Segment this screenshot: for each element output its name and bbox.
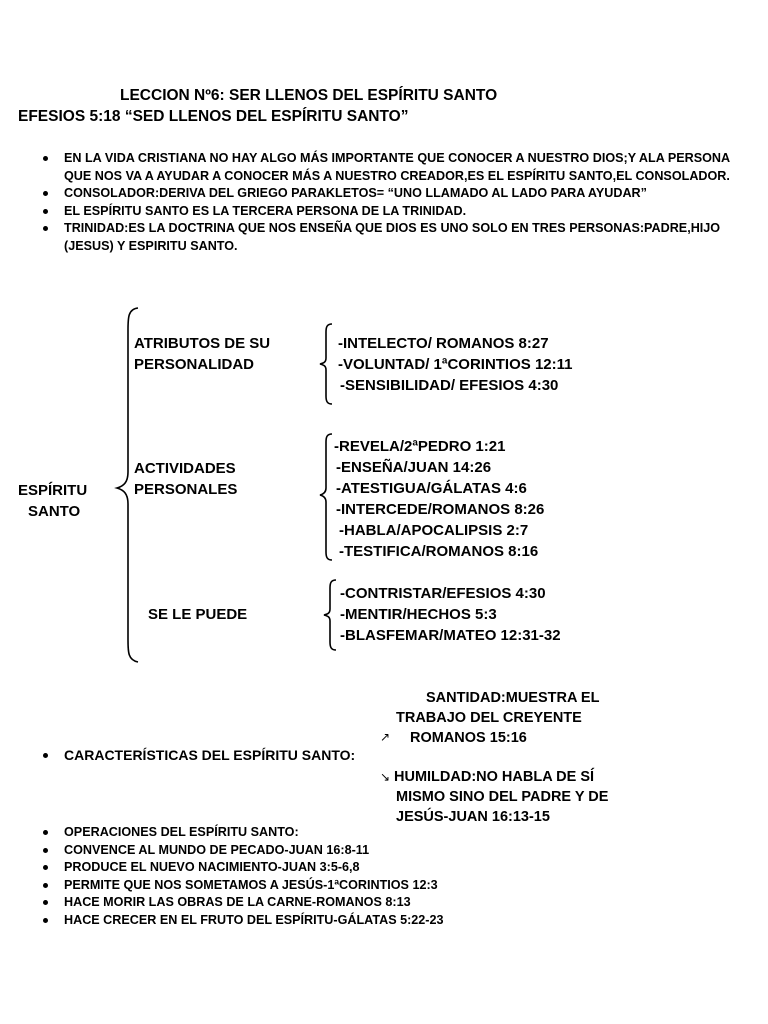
- humildad-line: HUMILDAD:NO HABLA DE SÍ: [394, 769, 595, 785]
- intro-bullet: CONSOLADOR:DERIVA DEL GRIEGO PARAKLETOS= “UNO LLAMADO AL LADO PARA AYUDAR”: [40, 185, 740, 203]
- operations-bullet: PRODUCE EL NUEVO NACIMIENTO-JUAN 3:5-6,8: [40, 859, 740, 877]
- santidad-line: TRABAJO DEL CREYENTE: [396, 710, 582, 726]
- group-label-line: SE LE PUEDE: [148, 606, 248, 623]
- group-item: -MENTIR/HECHOS 5:3: [340, 606, 497, 623]
- operations-bullet: HACE CRECER EN EL FRUTO DEL ESPÍRITU-GÁLATAS 5:22-23: [40, 912, 740, 930]
- group-item: -INTERCEDE/ROMANOS 8:26: [336, 501, 545, 518]
- group-item: -VOLUNTAD/ 1ªCORINTIOS 12:11: [338, 356, 573, 373]
- intro-bullet: EN LA VIDA CRISTIANA NO HAY ALGO MÁS IMPORTANTE QUE CONOCER A NUESTRO DIOS;Y ALA PERSONA QUE NOS VA A AYUDAR A CONOCER MÁS A NUESTRO CREADOR,ES EL ESPÍRITU SANTO,EL CONSOLADOR.: [40, 150, 740, 185]
- operations-bullet: PERMITE QUE NOS SOMETAMOS A JESÚS-1ªCORINTIOS 12:3: [40, 877, 740, 895]
- santidad-block: [396, 688, 599, 748]
- operations-bullet: CONVENCE AL MUNDO DE PECADO-JUAN 16:8-11: [40, 842, 740, 860]
- map-root: [18, 480, 87, 522]
- operations-bullet: HACE MORIR LAS OBRAS DE LA CARNE-ROMANOS 8:13: [40, 894, 740, 912]
- group-label-line: PERSONALES: [134, 481, 238, 498]
- group-label-line: PERSONALIDAD: [134, 356, 255, 373]
- operations-bullet: OPERACIONES DEL ESPÍRITU SANTO:: [40, 824, 740, 842]
- intro-bullet: EL ESPÍRITU SANTO ES LA TERCERA PERSONA DE LA TRINIDAD.: [40, 203, 740, 221]
- intro-bullet-list: [40, 150, 740, 255]
- santidad-line: ROMANOS 15:16: [410, 730, 527, 746]
- group-label-line: ACTIVIDADES: [134, 460, 236, 477]
- characteristics-bullet-list: [40, 747, 740, 765]
- arrow-up-right-icon: ↗: [380, 730, 391, 744]
- group-label: [148, 604, 247, 625]
- group-brace: [318, 322, 334, 406]
- map-root-line: SANTO: [28, 503, 81, 520]
- characteristics-label: CARACTERÍSTICAS DEL ESPÍRITU SANTO:: [40, 747, 740, 765]
- group-item: -TESTIFICA/ROMANOS 8:16: [339, 543, 539, 560]
- group-item: -REVELA/2ªPEDRO 1:21: [334, 438, 506, 455]
- group-label-line: ATRIBUTOS DE SU: [134, 335, 271, 352]
- group-brace: [318, 432, 334, 562]
- page-title: LECCION Nº6: SER LLENOS DEL ESPÍRITU SANTO: [120, 87, 498, 104]
- key-verse: EFESIOS 5:18 “SED LLENOS DEL ESPÍRITU SANTO”: [18, 108, 409, 125]
- group-label: [134, 333, 270, 375]
- group-item: -CONTRISTAR/EFESIOS 4:30: [340, 585, 546, 602]
- group-items: [334, 436, 544, 562]
- humildad-line: MISMO SINO DEL PADRE Y DE: [396, 789, 609, 805]
- group-item: -BLASFEMAR/MATEO 12:31-32: [340, 627, 561, 644]
- group-label: [134, 458, 237, 500]
- group-brace: [322, 578, 338, 652]
- humildad-block: [394, 767, 608, 827]
- santidad-line: SANTIDAD:MUESTRA EL: [426, 690, 600, 706]
- intro-bullet: TRINIDAD:ES LA DOCTRINA QUE NOS ENSEÑA QUE DIOS ES UNO SOLO EN TRES PERSONAS:PADRE,HIJO (JESUS) Y ESPIRITU SANTO.: [40, 220, 740, 255]
- arrow-down-right-icon: ↘: [380, 770, 391, 784]
- group-items: [340, 583, 561, 646]
- group-item: -INTELECTO/ ROMANOS 8:27: [338, 335, 549, 352]
- map-root-line: ESPÍRITU: [18, 482, 88, 499]
- group-item: -SENSIBILIDAD/ EFESIOS 4:30: [340, 377, 559, 394]
- group-item: -HABLA/APOCALIPSIS 2:7: [339, 522, 529, 539]
- group-item: -ENSEÑA/JUAN 14:26: [336, 459, 492, 476]
- group-items: [338, 333, 572, 396]
- humildad-line: JESÚS-JUAN 16:13-15: [396, 809, 550, 825]
- group-item: -ATESTIGUA/GÁLATAS 4:6: [336, 480, 527, 497]
- operations-bullet-list: [40, 824, 740, 929]
